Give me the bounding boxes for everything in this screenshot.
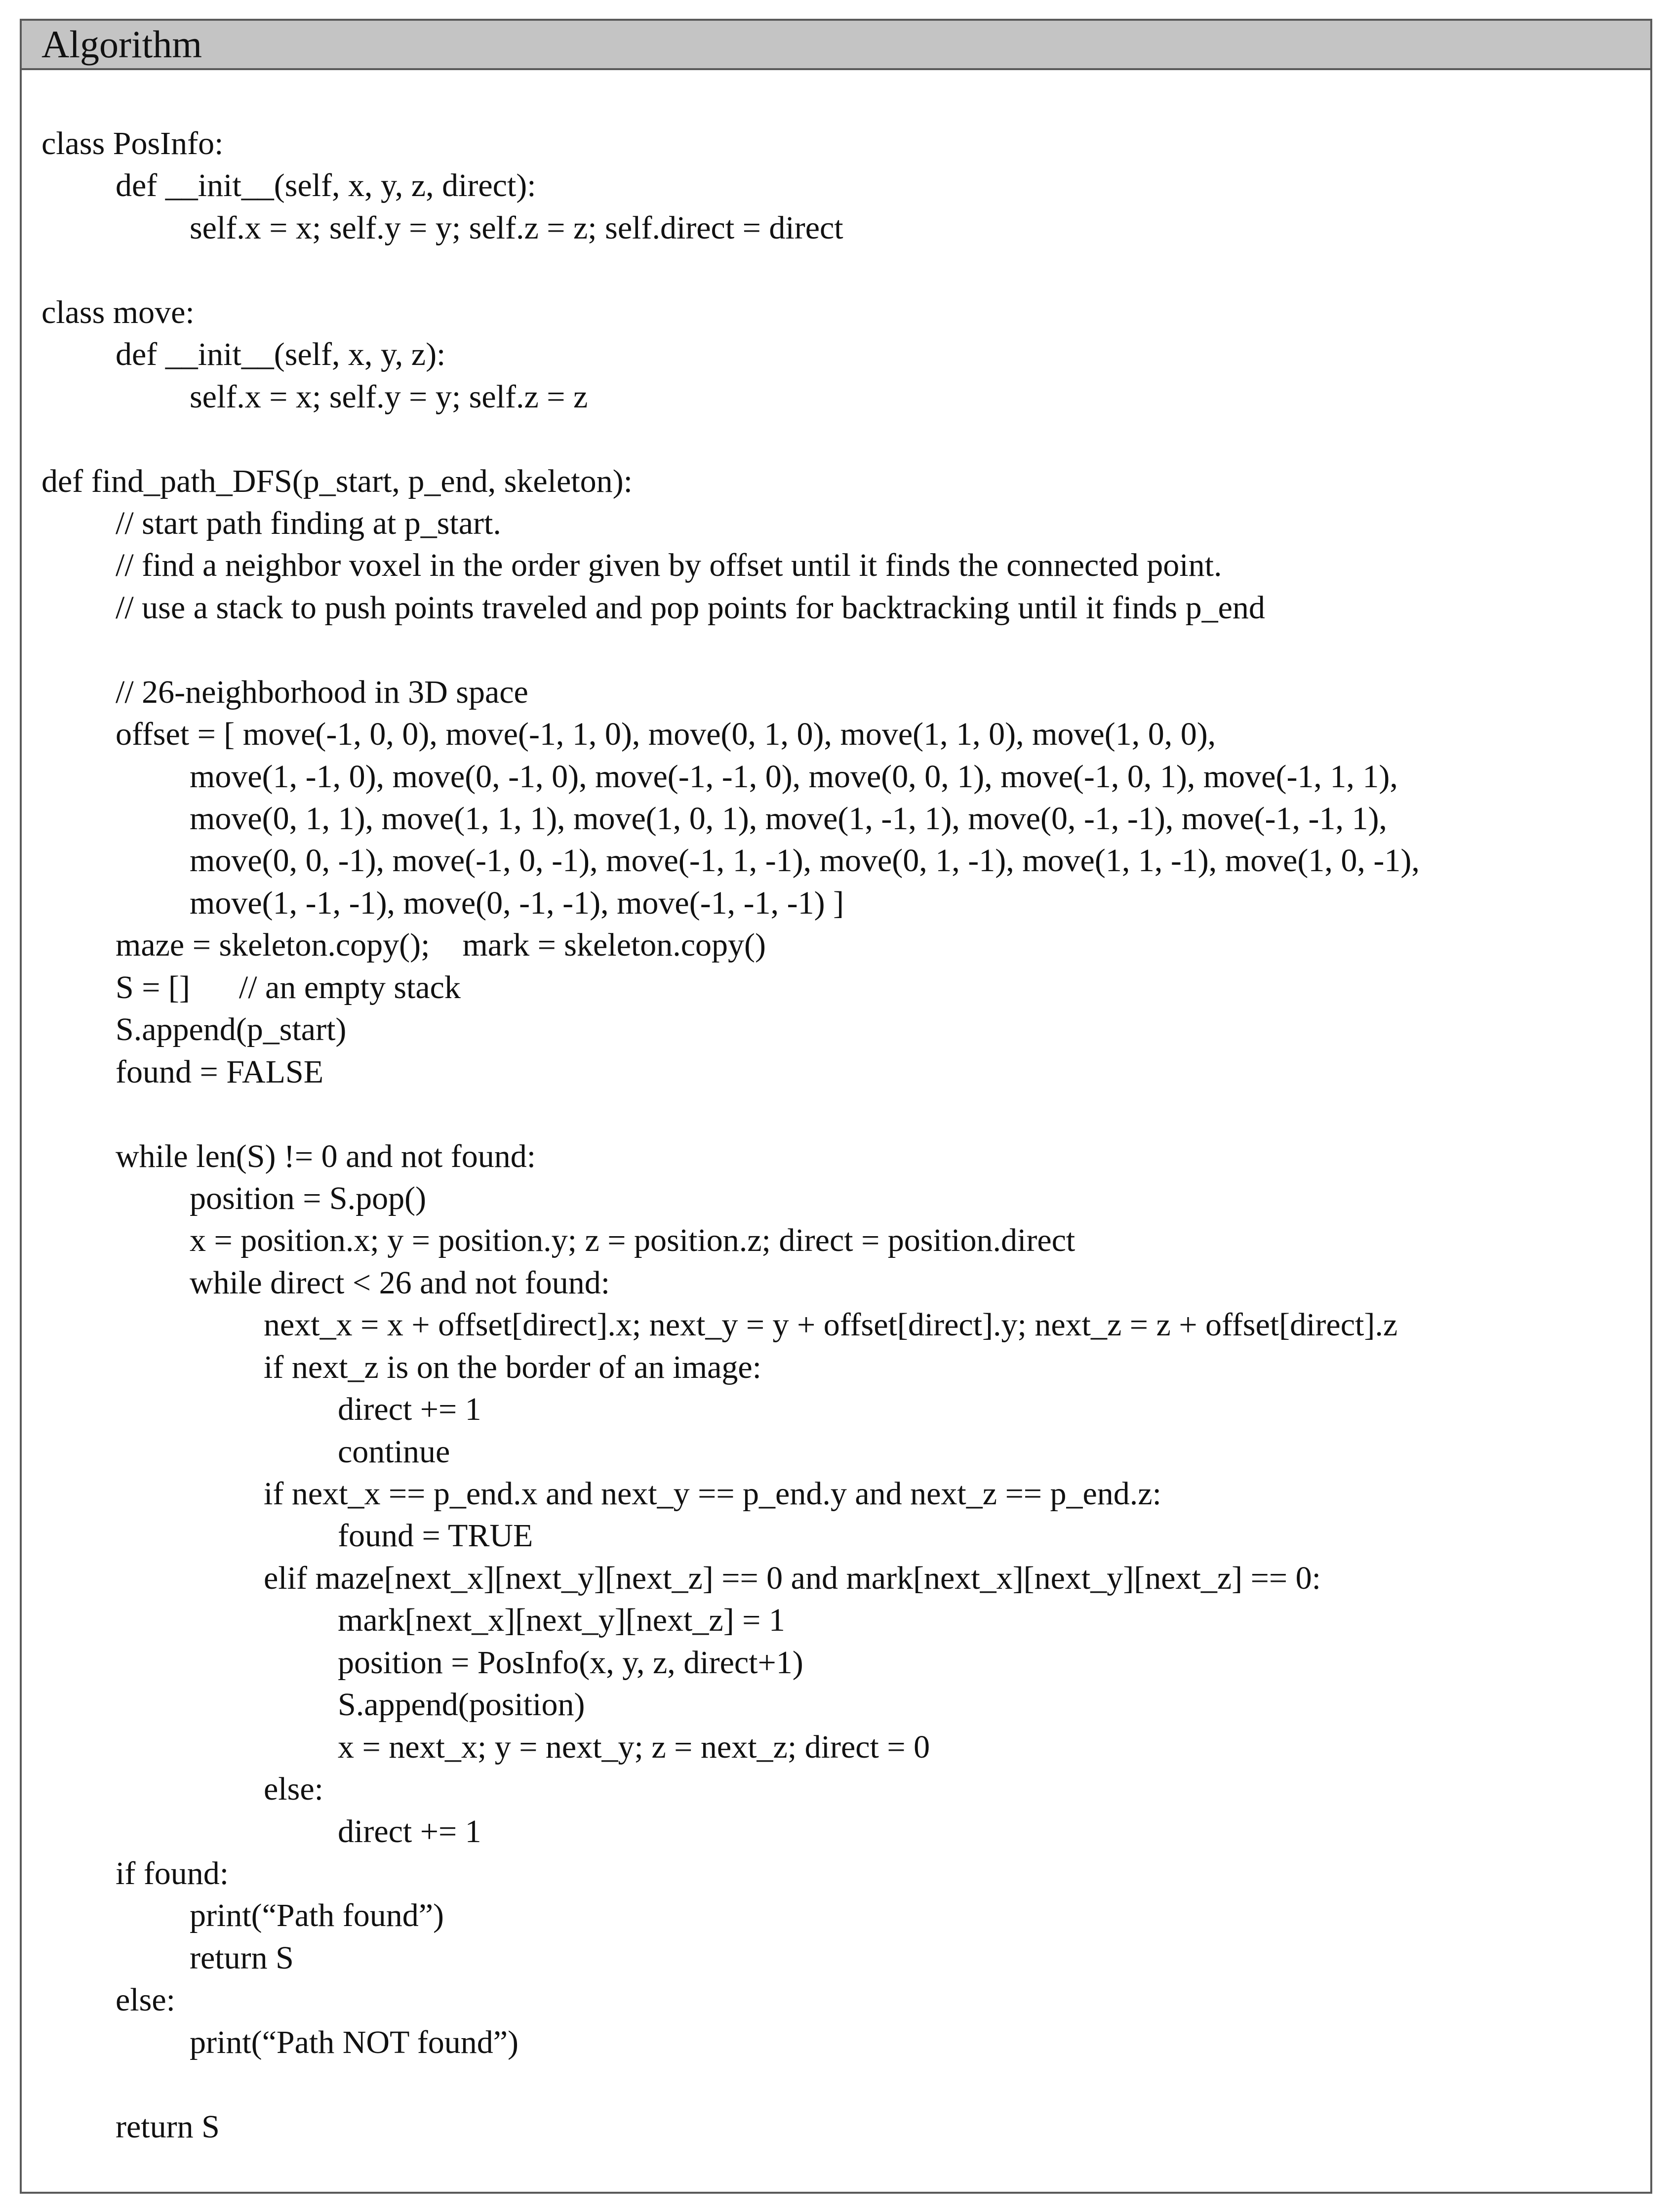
code-line: // 26-neighborhood in 3D space <box>116 674 528 710</box>
code-line: if next_x == p_end.x and next_y == p_end.y and next_z == p_end.z: <box>264 1476 1161 1512</box>
code-line: print(“Path NOT found”) <box>190 2024 518 2060</box>
code-line: position = S.pop() <box>190 1180 427 1216</box>
code-line: move(1, -1, 0), move(0, -1, 0), move(-1, -1, 0), move(0, 0, 1), move(-1, 0, 1), move(-1, 1, 1), <box>190 758 1398 795</box>
code-line: while len(S) != 0 and not found: <box>116 1138 536 1174</box>
algorithm-box <box>20 19 1652 2194</box>
code-line: if found: <box>116 1855 229 1891</box>
code-line: found = TRUE <box>338 1518 533 1554</box>
code-line: S.append(p_start) <box>116 1011 347 1048</box>
code-line: direct += 1 <box>338 1391 481 1428</box>
code-line: maze = skeleton.copy(); mark = skeleton.copy() <box>116 927 766 964</box>
code-line: self.x = x; self.y = y; self.z = z; self.direct = direct <box>190 209 843 246</box>
code-line: class PosInfo: <box>41 125 224 161</box>
code-line <box>41 2063 1631 2105</box>
code-line: def __init__(self, x, y, z): <box>116 336 446 373</box>
algorithm-header <box>22 21 1650 70</box>
code-line: x = next_x; y = next_y; z = next_z; direct = 0 <box>338 1729 930 1765</box>
code-line: def find_path_DFS(p_start, p_end, skeleton): <box>41 463 633 499</box>
code-line: found = FALSE <box>116 1053 324 1090</box>
code-line: return S <box>190 1939 294 1976</box>
code-line <box>41 418 1631 460</box>
code-line: // start path finding at p_start. <box>116 505 501 541</box>
code-line: next_x = x + offset[direct].x; next_y = y + offset[direct].y; next_z = z + offset[direct].z <box>264 1307 1398 1343</box>
code-line: continue <box>338 1433 450 1470</box>
code-line: else: <box>264 1771 323 1808</box>
code-line: move(0, 1, 1), move(1, 1, 1), move(1, 0, 1), move(1, -1, 1), move(0, -1, -1), move(-1, -1, 1), <box>190 801 1387 837</box>
code-line <box>41 1093 1631 1135</box>
pseudocode-block <box>41 122 1631 2148</box>
code-line: return S <box>116 2108 220 2145</box>
code-line: print(“Path found”) <box>190 1897 444 1934</box>
code-line: position = PosInfo(x, y, z, direct+1) <box>338 1644 803 1681</box>
code-line: while direct < 26 and not found: <box>190 1264 610 1301</box>
code-line: move(1, -1, -1), move(0, -1, -1), move(-1, -1, -1) ] <box>190 885 844 921</box>
code-line: // find a neighbor voxel in the order given by offset until it finds the connected point. <box>116 547 1222 584</box>
code-line: elif maze[next_x][next_y][next_z] == 0 and mark[next_x][next_y][next_z] == 0: <box>264 1560 1321 1596</box>
code-line: move(0, 0, -1), move(-1, 0, -1), move(-1, 1, -1), move(0, 1, -1), move(1, 1, -1), move(1, 0, -1), <box>190 843 1420 879</box>
code-line: offset = [ move(-1, 0, 0), move(-1, 1, 0), move(0, 1, 0), move(1, 1, 0), move(1, 0, 0), <box>116 716 1216 753</box>
code-line: S = [] // an empty stack <box>116 969 461 1005</box>
code-line: if next_z is on the border of an image: <box>264 1349 762 1385</box>
code-line: mark[next_x][next_y][next_z] = 1 <box>338 1602 785 1639</box>
code-line: self.x = x; self.y = y; self.z = z <box>190 378 588 415</box>
algorithm-title: Algorithm <box>41 23 202 66</box>
code-line: S.append(position) <box>338 1687 585 1723</box>
code-line: else: <box>116 1982 175 2018</box>
code-line: x = position.x; y = position.y; z = position.z; direct = position.direct <box>190 1222 1076 1259</box>
code-line: direct += 1 <box>338 1813 481 1850</box>
code-line <box>41 629 1631 671</box>
code-line <box>41 249 1631 291</box>
code-line: def __init__(self, x, y, z, direct): <box>116 167 536 204</box>
code-line: // use a stack to push points traveled and pop points for backtracking until it finds p_end <box>116 589 1265 626</box>
code-line: class move: <box>41 294 195 330</box>
